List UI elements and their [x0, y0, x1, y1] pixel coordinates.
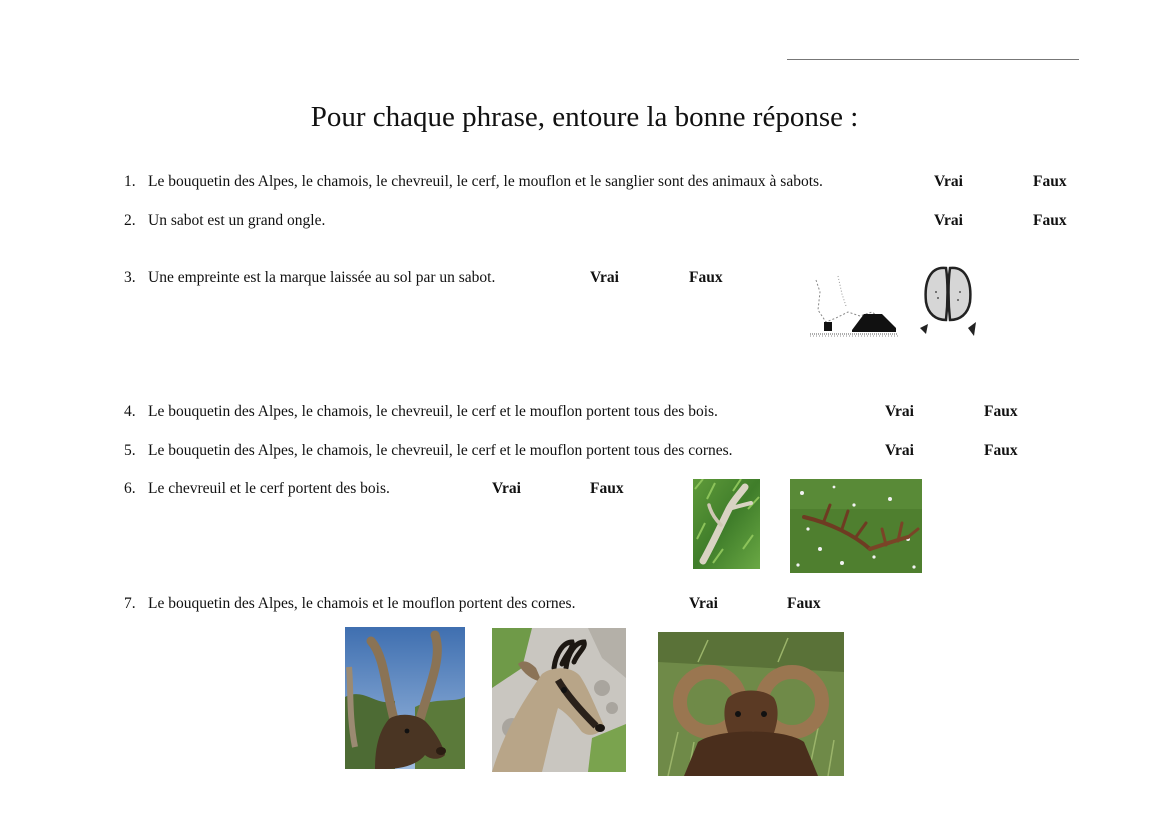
answer-true-7[interactable]: Vrai — [689, 595, 718, 612]
answer-false-1[interactable]: Faux — [1033, 173, 1067, 190]
question-5 — [124, 441, 733, 461]
question-text: Une empreinte est la marque laissée au sol par un sabot. — [148, 269, 496, 286]
question-text: Le bouquetin des Alpes, le chamois, le chevreuil, le cerf, le mouflon et le sanglier sont des animaux à sabots. — [148, 173, 823, 190]
question-text: Le bouquetin des Alpes, le chamois et le mouflon portent des cornes. — [148, 595, 576, 612]
answer-false-3[interactable]: Faux — [689, 269, 723, 286]
mouflon-photo — [658, 632, 844, 776]
answer-true-6[interactable]: Vrai — [492, 480, 521, 497]
answer-false-5[interactable]: Faux — [984, 442, 1018, 459]
answer-true-4[interactable]: Vrai — [885, 403, 914, 420]
question-text: Le bouquetin des Alpes, le chamois, le chevreuil, le cerf et le mouflon portent tous des cornes. — [148, 442, 733, 459]
page-title: Pour chaque phrase, entoure la bonne réponse : — [310, 101, 859, 133]
question-text: Le bouquetin des Alpes, le chamois, le chevreuil, le cerf et le mouflon portent tous des bois. — [148, 403, 718, 420]
question-number: 7. — [124, 595, 136, 612]
chamois-photo — [492, 628, 626, 772]
question-number: 1. — [124, 173, 136, 190]
name-line — [787, 59, 1079, 60]
question-3 — [124, 268, 495, 288]
hoofprint-illustration — [916, 262, 980, 340]
question-6 — [124, 479, 390, 499]
question-text: Le chevreuil et le cerf portent des bois. — [148, 480, 390, 497]
ibex-photo — [345, 627, 465, 769]
answer-true-5[interactable]: Vrai — [885, 442, 914, 459]
answer-false-7[interactable]: Faux — [787, 595, 821, 612]
answer-false-4[interactable]: Faux — [984, 403, 1018, 420]
question-4 — [124, 402, 718, 422]
answer-true-3[interactable]: Vrai — [590, 269, 619, 286]
deer-antlers-on-grass-photo — [790, 479, 922, 573]
answer-true-1[interactable]: Vrai — [934, 173, 963, 190]
question-number: 6. — [124, 480, 136, 497]
question-number: 4. — [124, 403, 136, 420]
answer-false-2[interactable]: Faux — [1033, 212, 1067, 229]
question-text: Un sabot est un grand ongle. — [148, 212, 326, 229]
antler-on-grass-photo — [693, 479, 760, 569]
answer-true-2[interactable]: Vrai — [934, 212, 963, 229]
question-number: 3. — [124, 269, 136, 286]
question-1 — [124, 172, 823, 192]
question-7 — [124, 594, 575, 614]
hoof-side-illustration — [808, 272, 900, 340]
answer-false-6[interactable]: Faux — [590, 480, 624, 497]
question-number: 2. — [124, 212, 136, 229]
question-2 — [124, 211, 325, 231]
question-number: 5. — [124, 442, 136, 459]
